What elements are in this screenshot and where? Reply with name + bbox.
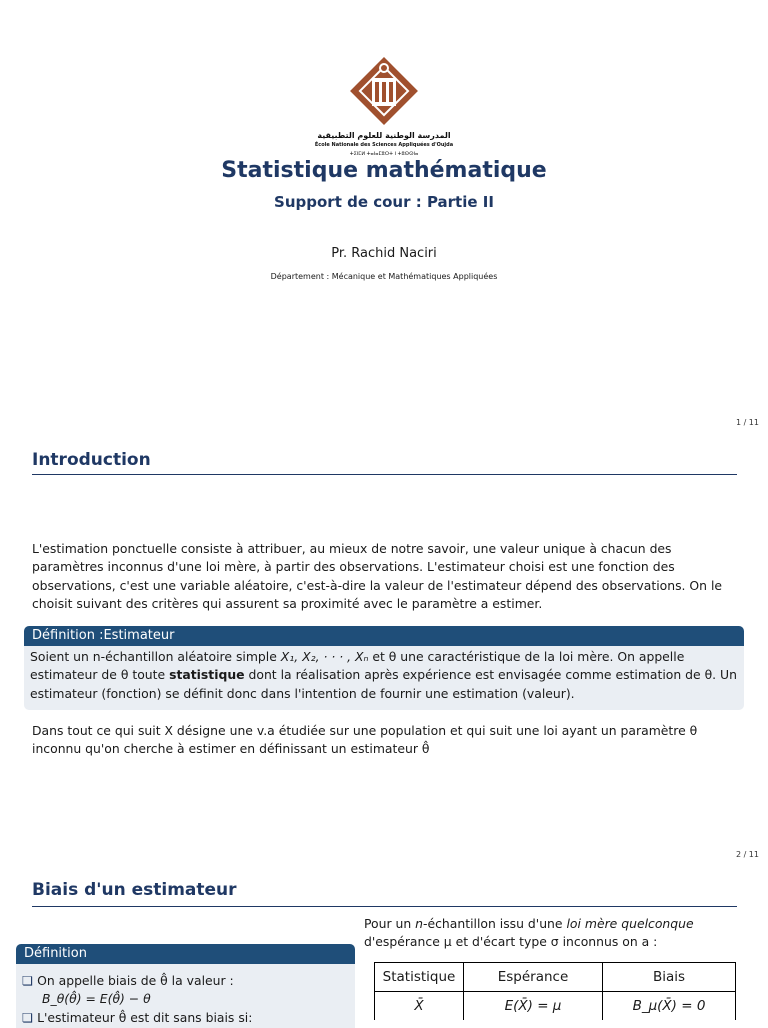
definition-variables: X₁, X₂, · · · , Xₙ xyxy=(280,649,369,664)
definition-block-header: Définition xyxy=(16,944,355,964)
intro-paragraph: L'estimation ponctuelle consiste à attribuer, au mieux de notre savoir, une valeur unique à chacun des paramètres inconnus d'une loi mère, à partir des observations. L'estimateur choisi est une fonction des observations, c'est une variable aléatoire, c'est-à-dire la valeur de l'estimateur dépend des observations. On le choisit suivant des critères qui assurent sa proximité avec le paramètre a estimer. xyxy=(32,541,723,612)
table-cell: X̄ xyxy=(375,992,464,1021)
table-header-cell: Statistique xyxy=(375,963,464,992)
logo-french-name: École Nationale des Sciences Appliquées d'Oujda xyxy=(314,142,454,148)
presentation-title: Statistique mathématique xyxy=(221,158,547,183)
estimator-table xyxy=(374,962,736,1020)
definition-item-1 xyxy=(22,972,349,990)
table-header-cell: Espérance xyxy=(464,963,603,992)
logo-tifinagh-name: ⵜⵉⵏⵎⵍ ⵜⴰⵏⴰⵎⵓⵔⵜ ⵏ ⵜⵓⵙⵙⵏⴰ xyxy=(349,151,419,157)
page-number: 1 / 11 xyxy=(735,418,759,427)
definition-block-body xyxy=(24,646,744,710)
introduction-slide xyxy=(0,440,768,860)
title-slide xyxy=(0,0,768,440)
definition-keyword: statistique xyxy=(169,667,245,683)
bias-slide xyxy=(0,860,768,1024)
school-logo xyxy=(347,54,421,128)
text-part: d'espérance μ et d'écart type σ inconnus on a : xyxy=(364,934,658,950)
right-column-text xyxy=(364,915,744,952)
definition-text-2: et θ une caractéristique de la loi mère. On appelle estimateur de θ toute xyxy=(30,649,685,683)
checkbox-bullet-icon: ❏ xyxy=(22,1009,34,1025)
table-cell: B_μ(X̄) = 0 xyxy=(603,992,736,1021)
text-part: Pour un xyxy=(364,916,416,931)
table-row xyxy=(375,992,736,1021)
logo-arabic-name: المدرسة الوطنية للعلوم التطبيقية xyxy=(317,131,451,140)
page-number: 2 / 11 xyxy=(735,850,759,859)
definition-item-2 xyxy=(22,1009,349,1027)
checkbox-bullet-icon: ❏ xyxy=(22,973,34,988)
bias-formula: B_θ(θ̂) = E(θ̂) − θ xyxy=(42,991,151,1007)
text-part: n xyxy=(415,916,424,931)
table-cell: E(X̄) = μ xyxy=(464,992,603,1021)
title-underline xyxy=(32,906,737,907)
definition-text-3: dont la réalisation après expérience est envisagée comme estimation de θ. Un estimateur (fonction) se définit donc dans l'intention de fournir une estimation (valeur). xyxy=(30,667,737,701)
slide-title: Introduction xyxy=(32,450,151,470)
table-header-cell: Biais xyxy=(603,963,736,992)
author-name: Pr. Rachid Naciri xyxy=(331,246,437,261)
presentation-subtitle: Support de cour : Partie II xyxy=(274,193,494,211)
title-underline xyxy=(32,474,737,475)
definition-block-body xyxy=(16,964,355,1028)
definition-item-1-text: On appelle biais de θ̂ la valeur : xyxy=(37,973,234,988)
definition-item-2-text: L'estimateur θ̂ est dit sans biais si: xyxy=(37,1009,253,1025)
context-paragraph: Dans tout ce qui suit X désigne une v.a étudiée sur une population et qui suit une loi ayant un paramètre θ inconnu qu'on cherche à estimer en définissant un estimateur θ̂ xyxy=(32,723,698,757)
table-header-row xyxy=(375,963,736,992)
text-part: -échantillon issu d'une xyxy=(423,916,567,931)
department-name: Département : Mécanique et Mathématiques Appliquées xyxy=(270,272,498,281)
slide-title: Biais d'un estimateur xyxy=(32,880,237,900)
definition-block-header: Définition :Estimateur xyxy=(24,626,744,646)
text-part: loi mère quelconque xyxy=(566,916,694,931)
definition-text-1: Soient un n-échantillon aléatoire simple xyxy=(30,649,281,664)
